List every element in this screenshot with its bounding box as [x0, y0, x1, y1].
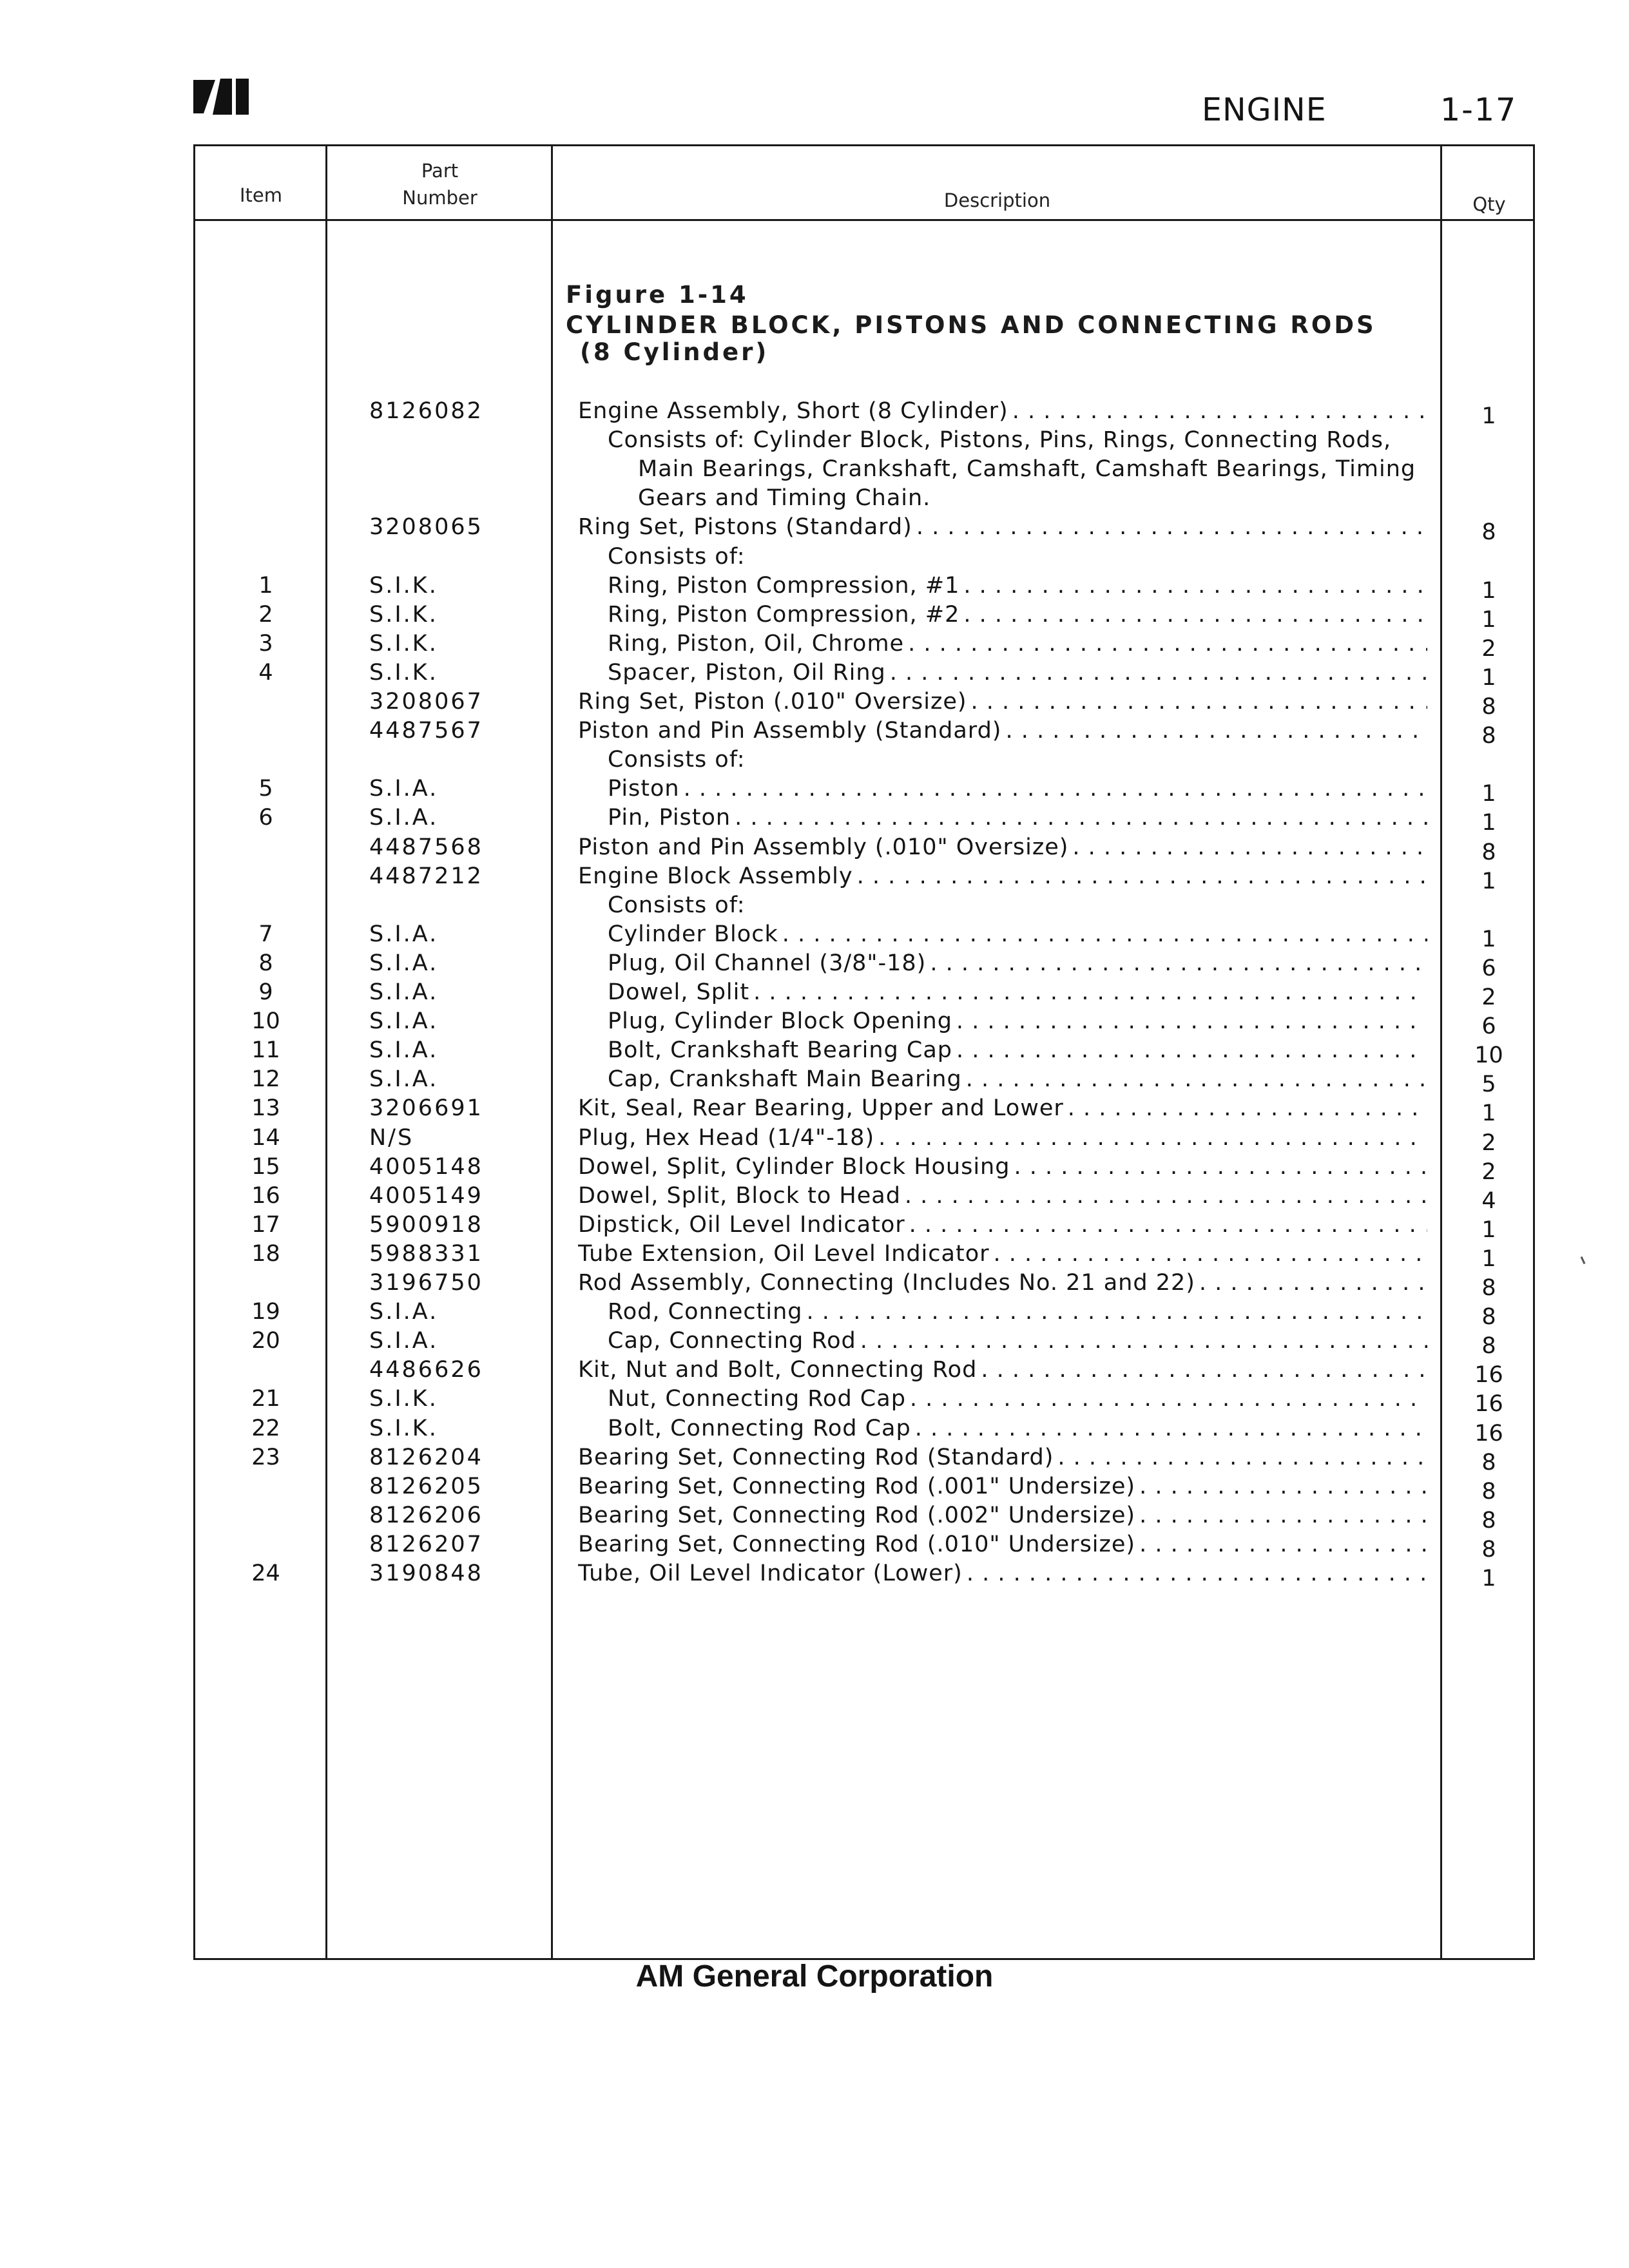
description-text: Plug, Oil Channel (3/8"-18): [608, 950, 927, 976]
part-number: 8126204: [369, 1444, 483, 1470]
description-text: Bearing Set, Connecting Rod (.001" Undersize): [578, 1473, 1136, 1499]
table-row: [0, 1443, 1629, 1475]
table-row: [0, 1559, 1629, 1591]
dot-leader: [956, 1007, 1427, 1036]
am-general-logo-icon: [193, 76, 250, 117]
description-cell: [608, 745, 1427, 774]
description-cell: [578, 1094, 1427, 1123]
table-row: [0, 1385, 1629, 1418]
part-number: 3196750: [369, 1270, 483, 1296]
part-number: S.I.K.: [369, 1386, 438, 1412]
quantity: 8: [1481, 1304, 1496, 1331]
table-row: [0, 745, 1629, 774]
part-number: 8126205: [369, 1473, 483, 1499]
description-text: Dowel, Split, Block to Head: [578, 1182, 901, 1209]
dot-leader: [1072, 833, 1427, 862]
figure-label: Figure 1-14: [566, 281, 749, 309]
item-number: 14: [251, 1124, 280, 1151]
description-cell: [608, 426, 1427, 455]
dot-leader: [1139, 1501, 1427, 1530]
description-cell: [608, 1007, 1427, 1036]
description-text: Dowel, Split, Cylinder Block Housing: [578, 1153, 1010, 1180]
description-text: Tube Extension, Oil Level Indicator: [578, 1240, 990, 1267]
quantity: 16: [1474, 1420, 1503, 1446]
description-cell: [578, 833, 1427, 862]
part-number: S.I.K.: [369, 659, 438, 686]
table-row: [0, 426, 1629, 455]
description-text: Cap, Connecting Rod: [608, 1328, 856, 1354]
dot-leader: [890, 658, 1427, 687]
quantity: 16: [1474, 1391, 1503, 1418]
description-cell: [578, 1211, 1427, 1240]
dot-leader: [963, 601, 1427, 629]
part-number: S.I.A.: [369, 1037, 439, 1064]
table-row: [0, 484, 1629, 513]
description-cell: [578, 1240, 1427, 1269]
description-cell: [608, 920, 1427, 949]
dot-leader: [930, 949, 1427, 978]
table-row: [0, 658, 1629, 691]
item-number: 20: [251, 1328, 280, 1354]
part-number: S.I.K.: [369, 1415, 438, 1441]
dot-leader: [910, 1385, 1427, 1414]
quantity: 8: [1481, 519, 1496, 546]
table-row: [0, 1414, 1629, 1446]
part-number: 3206691: [369, 1095, 483, 1122]
description-text: Ring, Piston, Oil, Chrome: [608, 630, 905, 657]
description-text: Main Bearings, Crankshaft, Camshaft, Camshaft Bearings, Timing: [638, 456, 1416, 483]
description-cell: [608, 543, 1427, 572]
section-title: ENGINE: [1202, 91, 1327, 128]
item-number: 3: [258, 630, 273, 657]
dot-leader: [967, 1559, 1427, 1588]
description-text: Bolt, Crankshaft Bearing Cap: [608, 1037, 953, 1064]
dot-leader: [971, 687, 1427, 716]
table-row: [0, 1094, 1629, 1127]
quantity: 8: [1481, 694, 1496, 720]
description-cell: [578, 1443, 1427, 1472]
part-number: S.I.A.: [369, 979, 439, 1005]
table-row: [0, 1153, 1629, 1185]
description-text: Engine Assembly, Short (8 Cylinder): [578, 398, 1008, 424]
quantity: 8: [1481, 1507, 1496, 1533]
part-number: S.I.A.: [369, 950, 439, 976]
part-number: S.I.K.: [369, 630, 438, 657]
table-row: [0, 949, 1629, 981]
item-number: 10: [251, 1008, 280, 1035]
quantity: 2: [1481, 1129, 1496, 1156]
table-row: [0, 572, 1629, 604]
quantity: 1: [1481, 1100, 1496, 1127]
description-cell: [608, 1065, 1427, 1094]
description-text: Ring Set, Pistons (Standard): [578, 514, 912, 541]
description-cell: [578, 687, 1427, 716]
dot-leader: [915, 1414, 1427, 1443]
description-text: Bolt, Connecting Rod Cap: [608, 1415, 911, 1441]
item-number: 22: [251, 1415, 280, 1441]
part-number: S.I.A.: [369, 1328, 439, 1354]
quantity: 2: [1481, 1158, 1496, 1185]
table-row: [0, 833, 1629, 865]
description-text: Cap, Crankshaft Main Bearing: [608, 1066, 962, 1093]
item-number: 24: [251, 1561, 280, 1586]
description-cell: [578, 862, 1427, 891]
column-header-part-line1: Part: [421, 160, 459, 182]
table-row: [0, 920, 1629, 952]
description-text: Bearing Set, Connecting Rod (Standard): [578, 1444, 1054, 1470]
table-row: [0, 891, 1629, 920]
quantity: 8: [1481, 839, 1496, 865]
quantity: 10: [1474, 1043, 1503, 1069]
description-text: Kit, Seal, Rear Bearing, Upper and Lower: [578, 1095, 1064, 1122]
part-number: 4487212: [369, 863, 483, 889]
dot-leader: [963, 572, 1427, 601]
dot-leader: [857, 862, 1427, 891]
description-cell: [578, 1501, 1427, 1530]
description-cell: [578, 716, 1427, 745]
item-number: 9: [258, 979, 273, 1005]
part-number: S.I.A.: [369, 805, 439, 831]
quantity: 1: [1481, 664, 1496, 691]
description-text: Engine Block Assembly: [578, 863, 853, 889]
description-text: Consists of: Cylinder Block, Pistons, Pins, Rings, Connecting Rods,: [608, 427, 1392, 454]
quantity: 1: [1481, 577, 1496, 604]
part-number: N/S: [369, 1124, 414, 1151]
table-row: [0, 1182, 1629, 1214]
description-text: Spacer, Piston, Oil Ring: [608, 659, 886, 686]
description-cell: [608, 1327, 1427, 1356]
description-text: Plug, Cylinder Block Opening: [608, 1008, 952, 1035]
table-row: [0, 543, 1629, 572]
table-row: [0, 803, 1629, 836]
description-text: Pin, Piston: [608, 805, 731, 831]
page-number: 1-17: [1440, 91, 1518, 128]
table-row: [0, 397, 1629, 429]
item-number: 15: [251, 1153, 280, 1180]
part-number: S.I.A.: [369, 921, 439, 947]
dot-leader: [956, 1036, 1427, 1065]
table-row: [0, 774, 1629, 807]
part-number: S.I.K.: [369, 572, 438, 599]
item-number: 2: [258, 601, 273, 628]
item-number: 11: [251, 1037, 280, 1064]
description-text: Consists of:: [608, 747, 746, 773]
quantity: 6: [1481, 1014, 1496, 1040]
dot-leader: [981, 1356, 1427, 1385]
part-number: 5900918: [369, 1211, 483, 1238]
description-text: Dowel, Split: [608, 979, 750, 1005]
table-row: [0, 1065, 1629, 1098]
description-cell: [608, 572, 1427, 601]
description-text: Tube, Oil Level Indicator (Lower): [578, 1561, 963, 1586]
description-cell: [578, 1356, 1427, 1385]
description-cell: [608, 978, 1427, 1007]
table-row: [0, 978, 1629, 1010]
table-row: [0, 1501, 1629, 1533]
description-text: Ring Set, Piston (.010" Oversize): [578, 689, 967, 715]
table-row: [0, 1356, 1629, 1389]
quantity: 8: [1481, 1478, 1496, 1504]
part-number: 3208067: [369, 689, 483, 715]
table-row: [0, 629, 1629, 662]
table-row: [0, 1211, 1629, 1243]
quantity: 16: [1474, 1362, 1503, 1389]
table-row: [0, 716, 1629, 749]
table-row: [0, 687, 1629, 720]
description-cell: [608, 1298, 1427, 1327]
description-cell: [608, 1414, 1427, 1443]
quantity: 1: [1481, 1216, 1496, 1243]
table-row: [0, 1298, 1629, 1331]
quantity: 1: [1481, 781, 1496, 807]
table-row: [0, 1530, 1629, 1562]
quantity: 1: [1481, 868, 1496, 894]
table-row: [0, 513, 1629, 546]
part-number: S.I.K.: [369, 601, 438, 628]
description-cell: [578, 1472, 1427, 1501]
dot-leader: [1057, 1443, 1427, 1472]
dot-leader: [1014, 1153, 1427, 1182]
dot-leader: [753, 978, 1427, 1007]
part-number: 8126207: [369, 1531, 483, 1557]
quantity: 1: [1481, 1245, 1496, 1272]
description-text: Ring, Piston Compression, #1: [608, 572, 960, 599]
dot-leader: [966, 1065, 1427, 1094]
header-divider: [193, 219, 1535, 221]
description-cell: [638, 455, 1427, 484]
part-number: 4005149: [369, 1182, 483, 1209]
part-number: S.I.A.: [369, 1299, 439, 1325]
item-number: 4: [258, 659, 273, 686]
description-text: Piston and Pin Assembly (Standard): [578, 718, 1002, 744]
description-text: Nut, Connecting Rod Cap: [608, 1386, 906, 1412]
part-number: 4005148: [369, 1153, 483, 1180]
table-row: [0, 601, 1629, 633]
description-text: Gears and Timing Chain.: [638, 485, 931, 512]
item-number: 8: [258, 950, 273, 976]
dot-leader: [684, 774, 1427, 803]
item-number: 17: [251, 1211, 280, 1238]
description-cell: [608, 601, 1427, 629]
description-cell: [608, 1385, 1427, 1414]
table-row: [0, 1036, 1629, 1069]
table-row: [0, 862, 1629, 894]
description-text: Kit, Nut and Bolt, Connecting Rod: [578, 1357, 978, 1383]
part-number: S.I.A.: [369, 1008, 439, 1035]
description-cell: [578, 1182, 1427, 1211]
column-header-part-line2: Number: [402, 187, 477, 209]
dot-leader: [1005, 716, 1427, 745]
quantity: 6: [1481, 955, 1496, 981]
description-text: Piston: [608, 776, 680, 802]
dot-leader: [1012, 397, 1427, 426]
column-header-description: Description: [943, 189, 1051, 211]
quantity: 8: [1481, 1333, 1496, 1360]
description-cell: [608, 803, 1427, 832]
description-text: Cylinder Block: [608, 921, 778, 947]
item-number: 7: [258, 921, 273, 947]
quantity: 1: [1481, 403, 1496, 429]
part-number: 3208065: [369, 514, 483, 541]
description-text: Consists of:: [608, 892, 746, 918]
figure-subtitle: (8 Cylinder): [580, 338, 769, 366]
table-row: [0, 1124, 1629, 1156]
description-cell: [578, 513, 1427, 542]
item-number: 1: [258, 572, 273, 599]
quantity: 8: [1481, 1449, 1496, 1475]
quantity: 1: [1481, 926, 1496, 952]
item-number: 13: [251, 1095, 280, 1122]
dot-leader: [878, 1124, 1427, 1153]
description-text: Consists of:: [608, 543, 746, 570]
part-number: 4486626: [369, 1357, 483, 1383]
dot-leader: [1068, 1094, 1427, 1123]
quantity: 2: [1481, 635, 1496, 662]
description-text: Ring, Piston Compression, #2: [608, 601, 960, 628]
description-cell: [638, 484, 1427, 513]
dot-leader: [1199, 1269, 1427, 1298]
dot-leader: [782, 920, 1427, 949]
quantity: 8: [1481, 723, 1496, 749]
description-cell: [608, 629, 1427, 658]
item-number: 12: [251, 1066, 280, 1093]
description-cell: [578, 1269, 1427, 1298]
description-cell: [578, 1153, 1427, 1182]
part-number: 8126206: [369, 1502, 483, 1528]
table-row: [0, 1007, 1629, 1040]
part-number: 5988331: [369, 1240, 483, 1267]
item-number: 18: [251, 1240, 280, 1267]
description-cell: [578, 1559, 1427, 1588]
part-number: 8126082: [369, 398, 483, 424]
quantity: 1: [1481, 606, 1496, 633]
item-number: 21: [251, 1386, 280, 1412]
table-row: [0, 455, 1629, 484]
dot-leader: [1139, 1530, 1427, 1559]
description-cell: [608, 891, 1427, 920]
quantity: 8: [1481, 1275, 1496, 1301]
description-cell: [578, 1124, 1427, 1153]
dot-leader: [909, 1211, 1427, 1240]
description-cell: [608, 1036, 1427, 1065]
description-text: Plug, Hex Head (1/4"-18): [578, 1124, 875, 1151]
part-number: 4487567: [369, 718, 483, 744]
dot-leader: [994, 1240, 1428, 1269]
dot-leader: [806, 1298, 1427, 1327]
description-cell: [578, 1530, 1427, 1559]
table-row: [0, 1240, 1629, 1272]
description-cell: [608, 774, 1427, 803]
dot-leader: [908, 629, 1427, 658]
description-cell: [608, 949, 1427, 978]
quantity: 4: [1481, 1187, 1496, 1214]
column-header-qty: Qty: [1472, 193, 1506, 215]
description-text: Rod, Connecting: [608, 1299, 803, 1325]
figure-title: CYLINDER BLOCK, PISTONS AND CONNECTING RODS: [566, 311, 1376, 339]
item-number: 5: [258, 776, 273, 802]
description-cell: [608, 658, 1427, 687]
dot-leader: [860, 1327, 1427, 1356]
quantity: 8: [1481, 1536, 1496, 1562]
description-text: Bearing Set, Connecting Rod (.002" Undersize): [578, 1502, 1136, 1528]
part-number: 4487568: [369, 834, 483, 860]
quantity: 1: [1481, 1566, 1496, 1591]
quantity: 1: [1481, 810, 1496, 836]
part-number: S.I.A.: [369, 776, 439, 802]
description-text: Dipstick, Oil Level Indicator: [578, 1211, 905, 1238]
dot-leader: [905, 1182, 1427, 1211]
table-row: [0, 1472, 1629, 1504]
dot-leader: [916, 513, 1427, 542]
dot-leader: [1139, 1472, 1427, 1501]
part-number: 3190848: [369, 1561, 483, 1586]
item-number: 6: [258, 805, 273, 831]
item-number: 16: [251, 1182, 280, 1209]
dot-leader: [735, 803, 1427, 832]
description-text: Bearing Set, Connecting Rod (.010" Undersize): [578, 1531, 1136, 1557]
quantity: 2: [1481, 985, 1496, 1010]
table-row: [0, 1269, 1629, 1301]
part-number: S.I.A.: [369, 1066, 439, 1093]
column-header-item: Item: [239, 184, 282, 206]
item-number: 23: [251, 1444, 280, 1470]
quantity: 5: [1481, 1072, 1496, 1098]
footer-company: AM General Corporation: [635, 1959, 994, 1994]
description-cell: [578, 397, 1427, 426]
description-text: Rod Assembly, Connecting (Includes No. 21 and 22): [578, 1270, 1195, 1296]
description-text: Piston and Pin Assembly (.010" Oversize): [578, 834, 1069, 860]
item-number: 19: [251, 1299, 280, 1325]
table-row: [0, 1327, 1629, 1360]
